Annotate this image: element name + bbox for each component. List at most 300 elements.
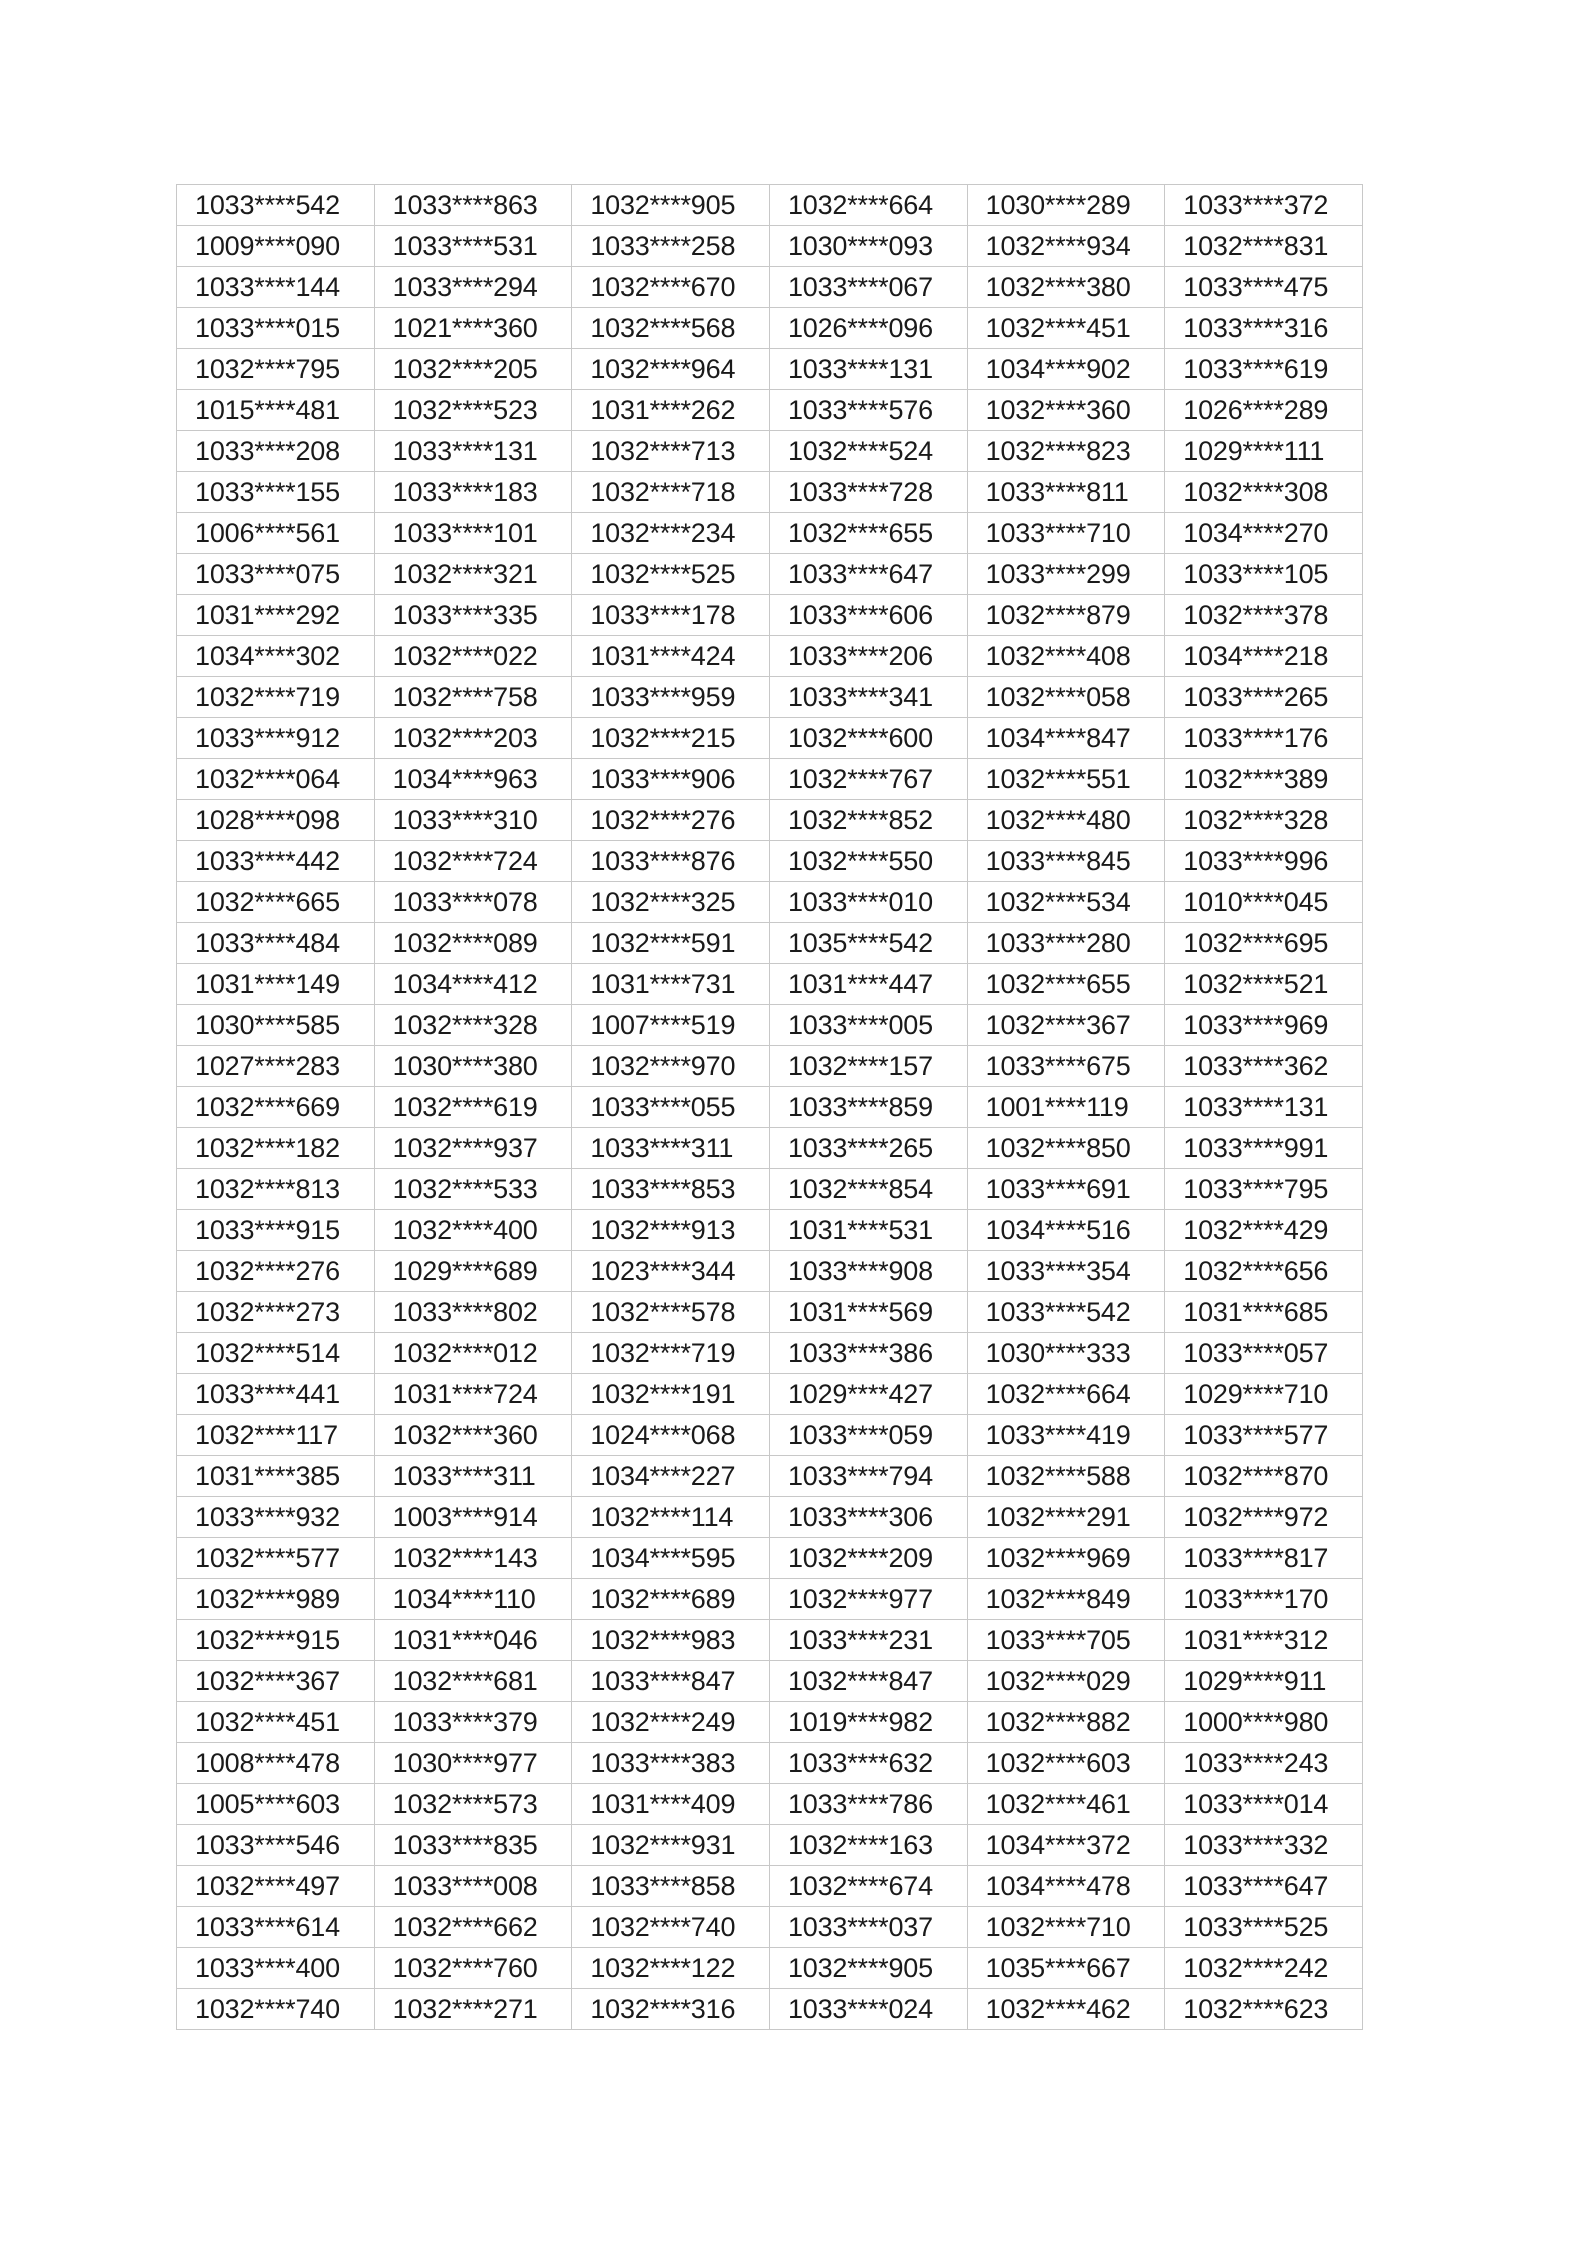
table-cell: 1032****089 bbox=[374, 923, 572, 964]
table-cell: 1032****964 bbox=[572, 349, 770, 390]
table-row bbox=[177, 1333, 1363, 1374]
id-number-table bbox=[176, 184, 1363, 2030]
table-cell: 1029****427 bbox=[769, 1374, 967, 1415]
table-cell: 1031****447 bbox=[769, 964, 967, 1005]
table-cell: 1033****531 bbox=[374, 226, 572, 267]
table-cell: 1032****325 bbox=[572, 882, 770, 923]
table-cell: 1032****480 bbox=[967, 800, 1165, 841]
table-cell: 1031****149 bbox=[177, 964, 375, 1005]
table-cell: 1032****534 bbox=[967, 882, 1165, 923]
table-cell: 1033****619 bbox=[1165, 349, 1363, 390]
table-cell: 1033****811 bbox=[967, 472, 1165, 513]
table-row bbox=[177, 1579, 1363, 1620]
table-cell: 1032****389 bbox=[1165, 759, 1363, 800]
table-row bbox=[177, 1210, 1363, 1251]
table-cell: 1032****533 bbox=[374, 1169, 572, 1210]
table-row bbox=[177, 267, 1363, 308]
table-cell: 1033****014 bbox=[1165, 1784, 1363, 1825]
table-cell: 1034****412 bbox=[374, 964, 572, 1005]
table-cell: 1032****514 bbox=[177, 1333, 375, 1374]
table-cell: 1032****665 bbox=[177, 882, 375, 923]
table-row bbox=[177, 1948, 1363, 1989]
table-cell: 1031****385 bbox=[177, 1456, 375, 1497]
table-cell: 1031****046 bbox=[374, 1620, 572, 1661]
table-cell: 1032****831 bbox=[1165, 226, 1363, 267]
table-cell: 1033****008 bbox=[374, 1866, 572, 1907]
table-row bbox=[177, 226, 1363, 267]
table-cell: 1032****291 bbox=[967, 1497, 1165, 1538]
table-cell: 1033****858 bbox=[572, 1866, 770, 1907]
table-row bbox=[177, 1784, 1363, 1825]
table-cell: 1033****265 bbox=[1165, 677, 1363, 718]
table-cell: 1033****231 bbox=[769, 1620, 967, 1661]
table-cell: 1033****647 bbox=[1165, 1866, 1363, 1907]
table-cell: 1033****691 bbox=[967, 1169, 1165, 1210]
table-cell: 1032****451 bbox=[967, 308, 1165, 349]
table-row bbox=[177, 1866, 1363, 1907]
table-cell: 1033****802 bbox=[374, 1292, 572, 1333]
table-cell: 1033****484 bbox=[177, 923, 375, 964]
table-cell: 1033****294 bbox=[374, 267, 572, 308]
table-cell: 1034****902 bbox=[967, 349, 1165, 390]
table-cell: 1031****312 bbox=[1165, 1620, 1363, 1661]
table-cell: 1032****760 bbox=[374, 1948, 572, 1989]
table-cell: 1033****170 bbox=[1165, 1579, 1363, 1620]
table-cell: 1033****306 bbox=[769, 1497, 967, 1538]
table-cell: 1007****519 bbox=[572, 1005, 770, 1046]
table-cell: 1033****078 bbox=[374, 882, 572, 923]
table-cell: 1033****632 bbox=[769, 1743, 967, 1784]
table-cell: 1033****131 bbox=[1165, 1087, 1363, 1128]
table-cell: 1032****022 bbox=[374, 636, 572, 677]
table-row bbox=[177, 308, 1363, 349]
table-cell: 1032****191 bbox=[572, 1374, 770, 1415]
table-cell: 1033****311 bbox=[572, 1128, 770, 1169]
table-cell: 1034****963 bbox=[374, 759, 572, 800]
table-cell: 1032****662 bbox=[374, 1907, 572, 1948]
table-cell: 1032****758 bbox=[374, 677, 572, 718]
table-cell: 1032****882 bbox=[967, 1702, 1165, 1743]
table-cell: 1033****258 bbox=[572, 226, 770, 267]
table-row bbox=[177, 800, 1363, 841]
table-cell: 1033****243 bbox=[1165, 1743, 1363, 1784]
table-cell: 1032****989 bbox=[177, 1579, 375, 1620]
table-cell: 1032****664 bbox=[967, 1374, 1165, 1415]
table-cell: 1033****915 bbox=[177, 1210, 375, 1251]
table-cell: 1032****114 bbox=[572, 1497, 770, 1538]
table-cell: 1010****045 bbox=[1165, 882, 1363, 923]
table-row bbox=[177, 677, 1363, 718]
table-cell: 1033****817 bbox=[1165, 1538, 1363, 1579]
table-cell: 1033****131 bbox=[374, 431, 572, 472]
table-cell: 1032****847 bbox=[769, 1661, 967, 1702]
table-cell: 1032****591 bbox=[572, 923, 770, 964]
table-cell: 1032****972 bbox=[1165, 1497, 1363, 1538]
table-row bbox=[177, 1251, 1363, 1292]
table-cell: 1033****906 bbox=[572, 759, 770, 800]
table-row bbox=[177, 1497, 1363, 1538]
table-row bbox=[177, 759, 1363, 800]
table-cell: 1035****542 bbox=[769, 923, 967, 964]
table-cell: 1032****724 bbox=[374, 841, 572, 882]
table-row bbox=[177, 390, 1363, 431]
table-cell: 1032****767 bbox=[769, 759, 967, 800]
table-cell: 1032****655 bbox=[967, 964, 1165, 1005]
table-cell: 1033****400 bbox=[177, 1948, 375, 1989]
table-cell: 1033****155 bbox=[177, 472, 375, 513]
table-cell: 1033****265 bbox=[769, 1128, 967, 1169]
table-cell: 1032****854 bbox=[769, 1169, 967, 1210]
table-cell: 1035****667 bbox=[967, 1948, 1165, 1989]
table-cell: 1033****354 bbox=[967, 1251, 1165, 1292]
table-cell: 1032****215 bbox=[572, 718, 770, 759]
table-cell: 1032****328 bbox=[374, 1005, 572, 1046]
table-cell: 1032****850 bbox=[967, 1128, 1165, 1169]
table-cell: 1032****308 bbox=[1165, 472, 1363, 513]
table-cell: 1033****475 bbox=[1165, 267, 1363, 308]
table-cell: 1032****205 bbox=[374, 349, 572, 390]
table-row bbox=[177, 349, 1363, 390]
table-cell: 1032****122 bbox=[572, 1948, 770, 1989]
table-cell: 1026****096 bbox=[769, 308, 967, 349]
table-cell: 1034****218 bbox=[1165, 636, 1363, 677]
table-cell: 1032****525 bbox=[572, 554, 770, 595]
table-cell: 1031****569 bbox=[769, 1292, 967, 1333]
table-cell: 1024****068 bbox=[572, 1415, 770, 1456]
table-row bbox=[177, 513, 1363, 554]
table-cell: 1032****578 bbox=[572, 1292, 770, 1333]
table-cell: 1032****983 bbox=[572, 1620, 770, 1661]
table-cell: 1032****577 bbox=[177, 1538, 375, 1579]
table-cell: 1032****573 bbox=[374, 1784, 572, 1825]
table-cell: 1032****740 bbox=[572, 1907, 770, 1948]
table-cell: 1032****977 bbox=[769, 1579, 967, 1620]
table-cell: 1034****595 bbox=[572, 1538, 770, 1579]
table-cell: 1034****478 bbox=[967, 1866, 1165, 1907]
table-cell: 1029****710 bbox=[1165, 1374, 1363, 1415]
table-cell: 1033****859 bbox=[769, 1087, 967, 1128]
table-cell: 1033****853 bbox=[572, 1169, 770, 1210]
table-cell: 1033****577 bbox=[1165, 1415, 1363, 1456]
table-row bbox=[177, 718, 1363, 759]
table-cell: 1032****461 bbox=[967, 1784, 1165, 1825]
table-row bbox=[177, 472, 1363, 513]
table-cell: 1032****718 bbox=[572, 472, 770, 513]
table-cell: 1032****400 bbox=[374, 1210, 572, 1251]
table-row bbox=[177, 1046, 1363, 1087]
table-cell: 1033****996 bbox=[1165, 841, 1363, 882]
table-cell: 1033****675 bbox=[967, 1046, 1165, 1087]
table-cell: 1032****321 bbox=[374, 554, 572, 595]
table-cell: 1032****695 bbox=[1165, 923, 1363, 964]
table-cell: 1032****209 bbox=[769, 1538, 967, 1579]
table-cell: 1032****249 bbox=[572, 1702, 770, 1743]
table-cell: 1033****101 bbox=[374, 513, 572, 554]
table-cell: 1033****728 bbox=[769, 472, 967, 513]
table-row bbox=[177, 1415, 1363, 1456]
table-cell: 1032****670 bbox=[572, 267, 770, 308]
table-cell: 1032****719 bbox=[572, 1333, 770, 1374]
table-row bbox=[177, 1620, 1363, 1661]
table-cell: 1032****551 bbox=[967, 759, 1165, 800]
table-cell: 1032****163 bbox=[769, 1825, 967, 1866]
table-cell: 1033****847 bbox=[572, 1661, 770, 1702]
table-cell: 1033****959 bbox=[572, 677, 770, 718]
table-cell: 1033****441 bbox=[177, 1374, 375, 1415]
table-cell: 1030****380 bbox=[374, 1046, 572, 1087]
table-cell: 1033****710 bbox=[967, 513, 1165, 554]
table-cell: 1032****689 bbox=[572, 1579, 770, 1620]
table-cell: 1032****360 bbox=[374, 1415, 572, 1456]
table-cell: 1030****093 bbox=[769, 226, 967, 267]
table-cell: 1032****656 bbox=[1165, 1251, 1363, 1292]
table-row bbox=[177, 595, 1363, 636]
table-cell: 1032****719 bbox=[177, 677, 375, 718]
table-row bbox=[177, 1087, 1363, 1128]
table-cell: 1033****037 bbox=[769, 1907, 967, 1948]
table-row bbox=[177, 1743, 1363, 1784]
table-cell: 1032****713 bbox=[572, 431, 770, 472]
table-cell: 1032****182 bbox=[177, 1128, 375, 1169]
table-cell: 1032****740 bbox=[177, 1989, 375, 2030]
table-cell: 1033****576 bbox=[769, 390, 967, 431]
table-cell: 1033****341 bbox=[769, 677, 967, 718]
table-cell: 1031****685 bbox=[1165, 1292, 1363, 1333]
table-cell: 1032****276 bbox=[572, 800, 770, 841]
table-cell: 1032****619 bbox=[374, 1087, 572, 1128]
table-cell: 1033****614 bbox=[177, 1907, 375, 1948]
table-cell: 1033****969 bbox=[1165, 1005, 1363, 1046]
table-cell: 1032****029 bbox=[967, 1661, 1165, 1702]
table-cell: 1033****332 bbox=[1165, 1825, 1363, 1866]
table-cell: 1032****550 bbox=[769, 841, 967, 882]
table-row bbox=[177, 431, 1363, 472]
table-cell: 1033****131 bbox=[769, 349, 967, 390]
table-cell: 1032****234 bbox=[572, 513, 770, 554]
table-cell: 1032****058 bbox=[967, 677, 1165, 718]
table-cell: 1032****012 bbox=[374, 1333, 572, 1374]
table-row bbox=[177, 964, 1363, 1005]
table-cell: 1032****380 bbox=[967, 267, 1165, 308]
table-cell: 1033****183 bbox=[374, 472, 572, 513]
table-cell: 1033****055 bbox=[572, 1087, 770, 1128]
table-row bbox=[177, 1825, 1363, 1866]
table-cell: 1033****144 bbox=[177, 267, 375, 308]
table-cell: 1033****206 bbox=[769, 636, 967, 677]
table-cell: 1032****408 bbox=[967, 636, 1165, 677]
table-cell: 1032****852 bbox=[769, 800, 967, 841]
table-cell: 1033****311 bbox=[374, 1456, 572, 1497]
table-cell: 1032****367 bbox=[967, 1005, 1165, 1046]
table-cell: 1033****176 bbox=[1165, 718, 1363, 759]
table-cell: 1032****367 bbox=[177, 1661, 375, 1702]
table-cell: 1033****280 bbox=[967, 923, 1165, 964]
table-cell: 1000****980 bbox=[1165, 1702, 1363, 1743]
table-cell: 1006****561 bbox=[177, 513, 375, 554]
table-cell: 1026****289 bbox=[1165, 390, 1363, 431]
table-cell: 1033****379 bbox=[374, 1702, 572, 1743]
table-cell: 1033****067 bbox=[769, 267, 967, 308]
table-cell: 1030****333 bbox=[967, 1333, 1165, 1374]
table-cell: 1032****271 bbox=[374, 1989, 572, 2030]
table-cell: 1033****795 bbox=[1165, 1169, 1363, 1210]
table-cell: 1032****328 bbox=[1165, 800, 1363, 841]
table-cell: 1032****913 bbox=[572, 1210, 770, 1251]
table-row bbox=[177, 1374, 1363, 1415]
table-cell: 1015****481 bbox=[177, 390, 375, 431]
table-row bbox=[177, 1456, 1363, 1497]
table-cell: 1032****674 bbox=[769, 1866, 967, 1907]
table-cell: 1032****451 bbox=[177, 1702, 375, 1743]
table-row bbox=[177, 1907, 1363, 1948]
table-row bbox=[177, 882, 1363, 923]
table-cell: 1032****931 bbox=[572, 1825, 770, 1866]
table-cell: 1019****982 bbox=[769, 1702, 967, 1743]
table-cell: 1032****905 bbox=[572, 185, 770, 226]
table-cell: 1034****372 bbox=[967, 1825, 1165, 1866]
table-cell: 1033****075 bbox=[177, 554, 375, 595]
table-cell: 1032****681 bbox=[374, 1661, 572, 1702]
table-cell: 1033****024 bbox=[769, 1989, 967, 2030]
table-cell: 1033****876 bbox=[572, 841, 770, 882]
table-cell: 1003****914 bbox=[374, 1497, 572, 1538]
table-cell: 1029****111 bbox=[1165, 431, 1363, 472]
table-cell: 1033****845 bbox=[967, 841, 1165, 882]
table-cell: 1031****262 bbox=[572, 390, 770, 431]
table-cell: 1032****588 bbox=[967, 1456, 1165, 1497]
table-cell: 1032****879 bbox=[967, 595, 1165, 636]
table-cell: 1032****600 bbox=[769, 718, 967, 759]
table-cell: 1033****546 bbox=[177, 1825, 375, 1866]
table-row bbox=[177, 923, 1363, 964]
table-cell: 1033****372 bbox=[1165, 185, 1363, 226]
table-cell: 1033****178 bbox=[572, 595, 770, 636]
table-cell: 1033****606 bbox=[769, 595, 967, 636]
table-cell: 1033****912 bbox=[177, 718, 375, 759]
table-cell: 1033****908 bbox=[769, 1251, 967, 1292]
table-cell: 1034****302 bbox=[177, 636, 375, 677]
table-cell: 1033****863 bbox=[374, 185, 572, 226]
table-cell: 1033****705 bbox=[967, 1620, 1165, 1661]
table-cell: 1030****289 bbox=[967, 185, 1165, 226]
table-cell: 1027****283 bbox=[177, 1046, 375, 1087]
table-cell: 1033****005 bbox=[769, 1005, 967, 1046]
table-cell: 1032****664 bbox=[769, 185, 967, 226]
table-row bbox=[177, 1005, 1363, 1046]
table-cell: 1032****710 bbox=[967, 1907, 1165, 1948]
table-cell: 1032****497 bbox=[177, 1866, 375, 1907]
table-cell: 1033****208 bbox=[177, 431, 375, 472]
table-cell: 1033****542 bbox=[967, 1292, 1165, 1333]
table-cell: 1032****915 bbox=[177, 1620, 375, 1661]
table-cell: 1033****991 bbox=[1165, 1128, 1363, 1169]
table-cell: 1032****117 bbox=[177, 1415, 375, 1456]
table-cell: 1033****310 bbox=[374, 800, 572, 841]
table-cell: 1033****786 bbox=[769, 1784, 967, 1825]
table-row bbox=[177, 554, 1363, 595]
table-cell: 1029****911 bbox=[1165, 1661, 1363, 1702]
table-cell: 1032****603 bbox=[967, 1743, 1165, 1784]
table-cell: 1034****110 bbox=[374, 1579, 572, 1620]
table-row bbox=[177, 841, 1363, 882]
table-cell: 1033****316 bbox=[1165, 308, 1363, 349]
table-cell: 1033****647 bbox=[769, 554, 967, 595]
table-cell: 1031****292 bbox=[177, 595, 375, 636]
table-cell: 1032****462 bbox=[967, 1989, 1165, 2030]
table-cell: 1033****010 bbox=[769, 882, 967, 923]
table-cell: 1032****143 bbox=[374, 1538, 572, 1579]
table-cell: 1001****119 bbox=[967, 1087, 1165, 1128]
table-cell: 1032****524 bbox=[769, 431, 967, 472]
table-row bbox=[177, 1989, 1363, 2030]
table-cell: 1032****669 bbox=[177, 1087, 375, 1128]
table-cell: 1033****525 bbox=[1165, 1907, 1363, 1948]
table-cell: 1021****360 bbox=[374, 308, 572, 349]
table-cell: 1033****419 bbox=[967, 1415, 1165, 1456]
table-cell: 1032****795 bbox=[177, 349, 375, 390]
table-cell: 1032****934 bbox=[967, 226, 1165, 267]
table-cell: 1032****203 bbox=[374, 718, 572, 759]
table-cell: 1033****299 bbox=[967, 554, 1165, 595]
table-cell: 1033****542 bbox=[177, 185, 375, 226]
table-cell: 1032****969 bbox=[967, 1538, 1165, 1579]
table-cell: 1029****689 bbox=[374, 1251, 572, 1292]
table-cell: 1033****442 bbox=[177, 841, 375, 882]
table-cell: 1023****344 bbox=[572, 1251, 770, 1292]
table-cell: 1032****276 bbox=[177, 1251, 375, 1292]
table-cell: 1033****932 bbox=[177, 1497, 375, 1538]
table-cell: 1032****870 bbox=[1165, 1456, 1363, 1497]
table-cell: 1008****478 bbox=[177, 1743, 375, 1784]
table-row bbox=[177, 1128, 1363, 1169]
table-cell: 1031****724 bbox=[374, 1374, 572, 1415]
table-cell: 1032****937 bbox=[374, 1128, 572, 1169]
table-cell: 1032****655 bbox=[769, 513, 967, 554]
table-cell: 1032****523 bbox=[374, 390, 572, 431]
table-cell: 1033****386 bbox=[769, 1333, 967, 1374]
table-cell: 1030****977 bbox=[374, 1743, 572, 1784]
table-cell: 1031****424 bbox=[572, 636, 770, 677]
table-cell: 1031****731 bbox=[572, 964, 770, 1005]
table-row bbox=[177, 1169, 1363, 1210]
table-cell: 1034****227 bbox=[572, 1456, 770, 1497]
table-cell: 1034****516 bbox=[967, 1210, 1165, 1251]
table-body bbox=[177, 185, 1363, 2030]
table-cell: 1032****970 bbox=[572, 1046, 770, 1087]
table-cell: 1032****064 bbox=[177, 759, 375, 800]
table-cell: 1033****059 bbox=[769, 1415, 967, 1456]
table-cell: 1032****623 bbox=[1165, 1989, 1363, 2030]
table-cell: 1032****360 bbox=[967, 390, 1165, 431]
table-cell: 1032****157 bbox=[769, 1046, 967, 1087]
table-cell: 1032****378 bbox=[1165, 595, 1363, 636]
table-cell: 1033****335 bbox=[374, 595, 572, 636]
table-row bbox=[177, 1292, 1363, 1333]
table-row bbox=[177, 1661, 1363, 1702]
table-cell: 1032****849 bbox=[967, 1579, 1165, 1620]
table-cell: 1032****521 bbox=[1165, 964, 1363, 1005]
table-cell: 1032****568 bbox=[572, 308, 770, 349]
table-cell: 1033****835 bbox=[374, 1825, 572, 1866]
table-row bbox=[177, 1702, 1363, 1743]
table-cell: 1033****057 bbox=[1165, 1333, 1363, 1374]
table-cell: 1032****242 bbox=[1165, 1948, 1363, 1989]
table-cell: 1033****794 bbox=[769, 1456, 967, 1497]
table-row bbox=[177, 1538, 1363, 1579]
table-cell: 1033****362 bbox=[1165, 1046, 1363, 1087]
table-cell: 1032****813 bbox=[177, 1169, 375, 1210]
table-cell: 1033****105 bbox=[1165, 554, 1363, 595]
